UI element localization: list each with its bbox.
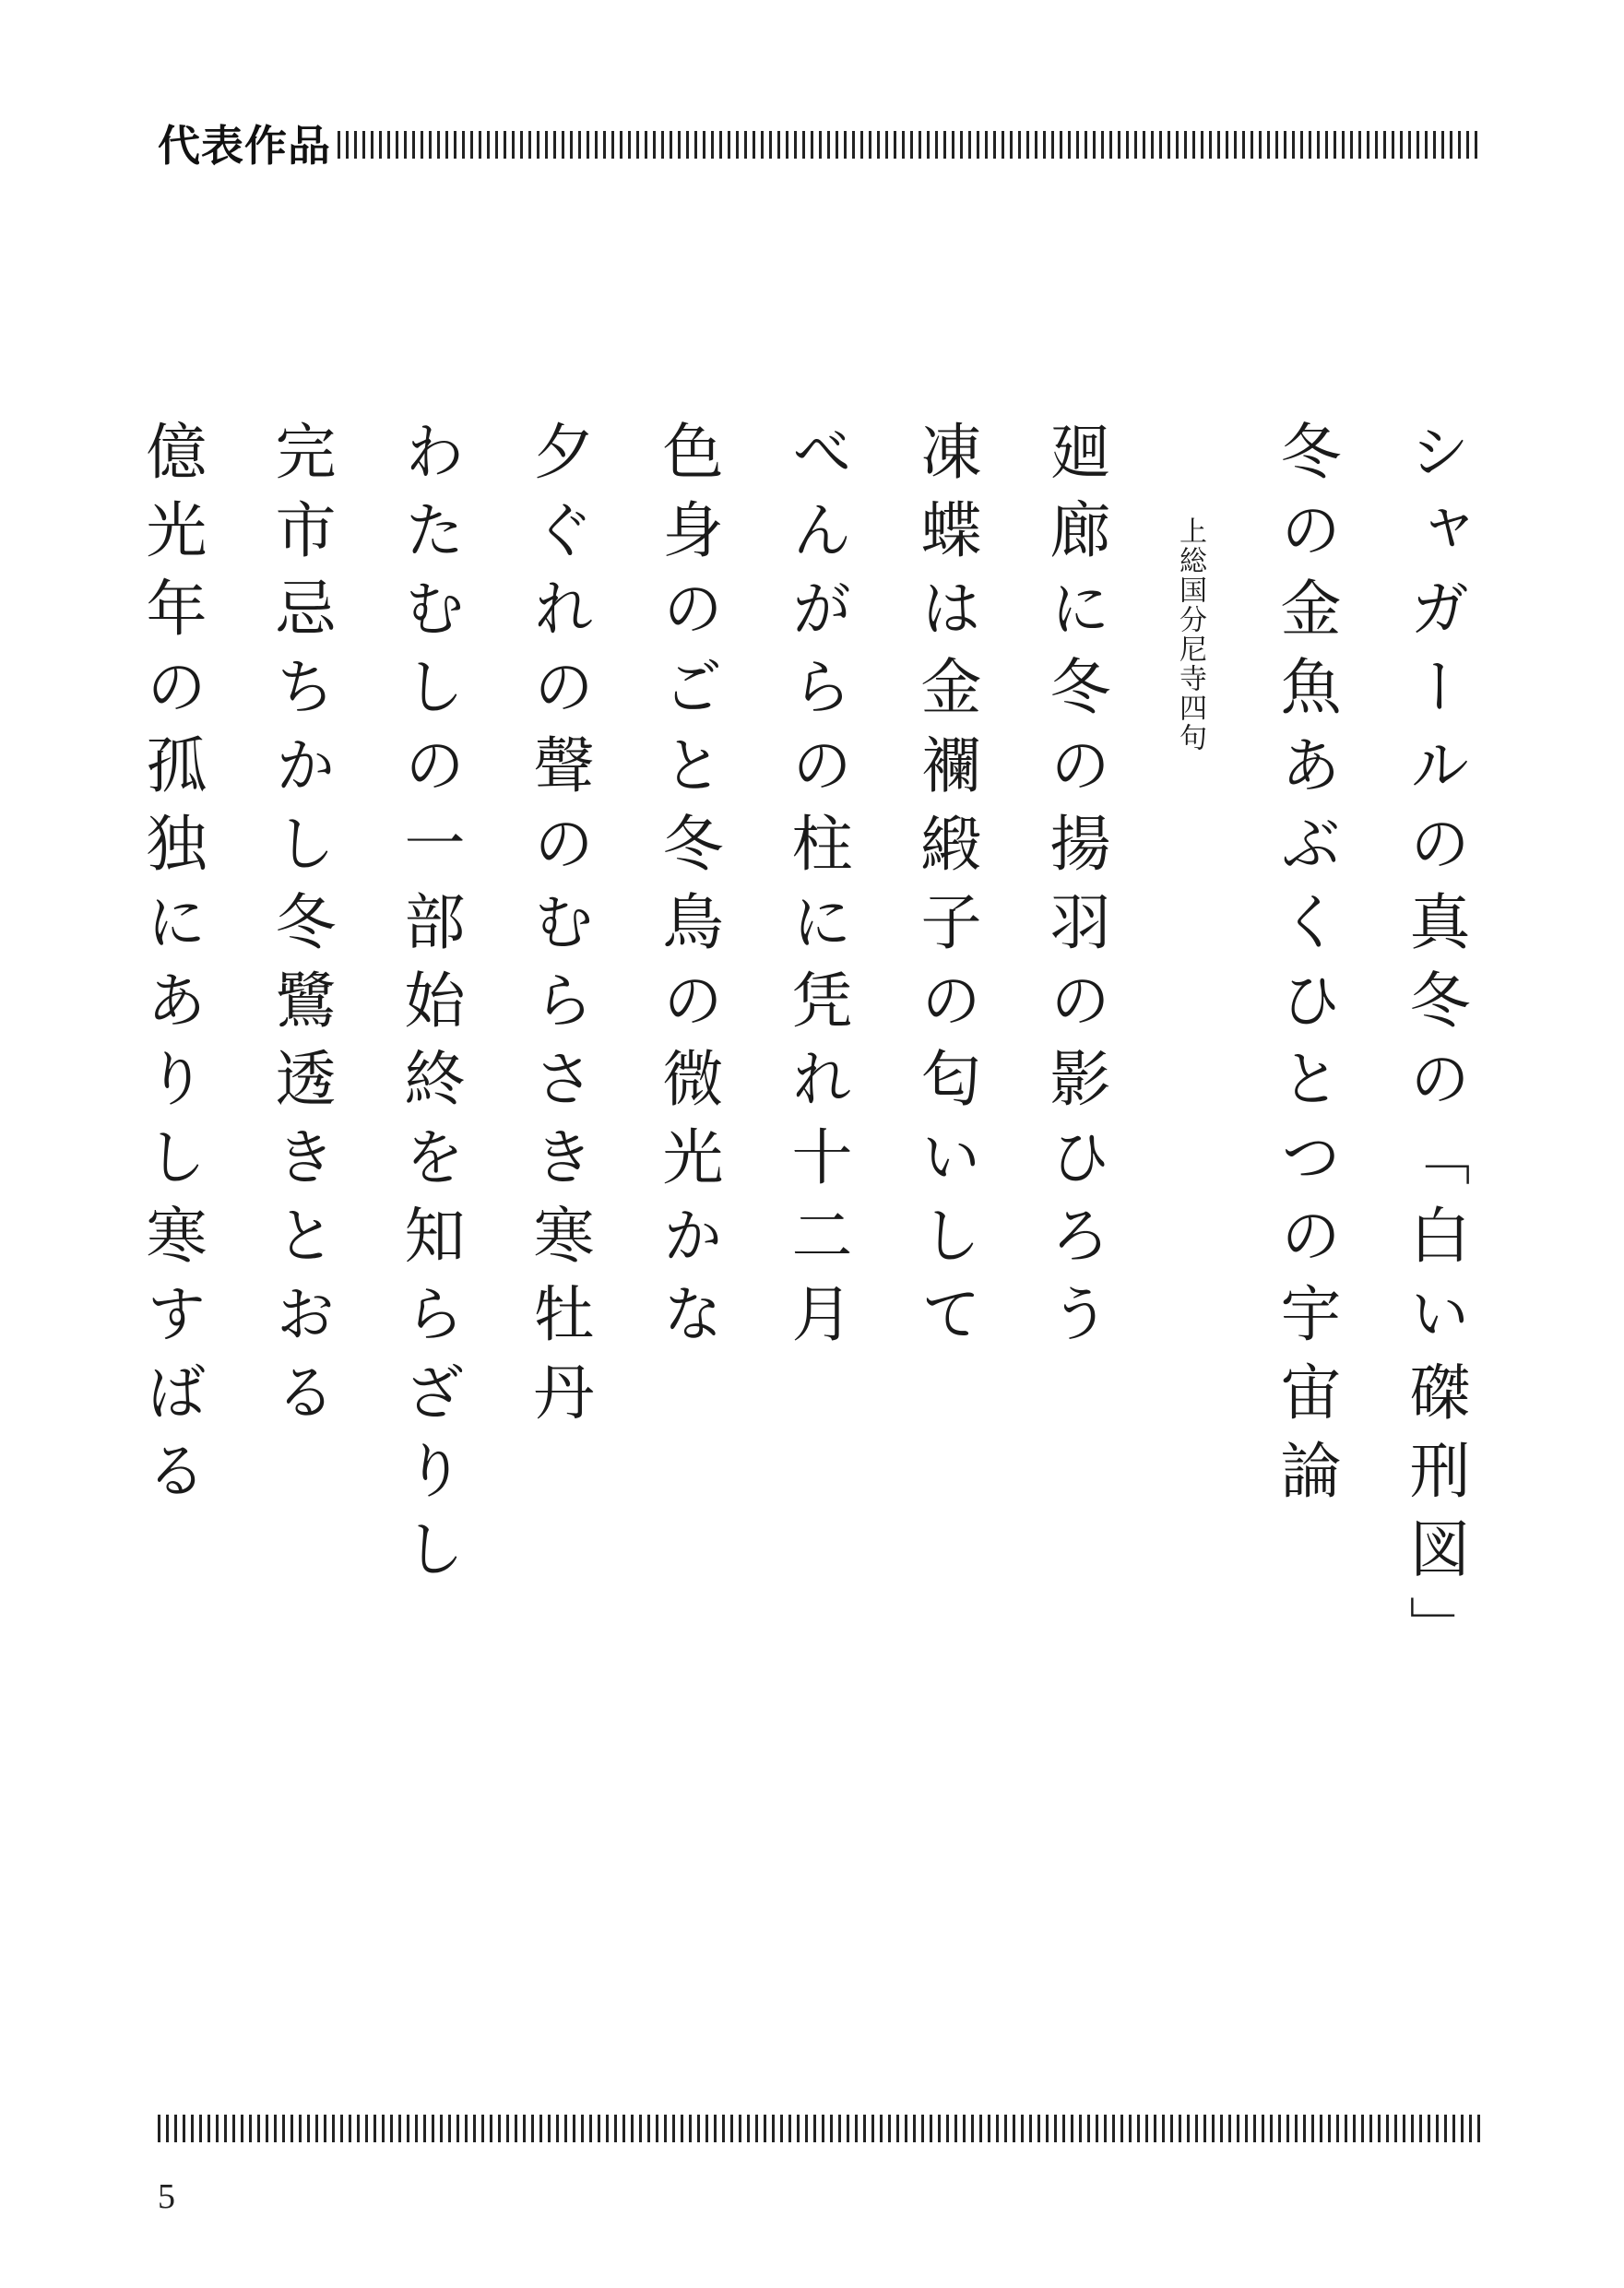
page-number: 5 xyxy=(158,2177,175,2216)
section-title: 代表作品 xyxy=(158,121,331,171)
poem-5: べんがらの柱に凭れ十二月 xyxy=(781,420,852,1360)
poem-1: シャガールの真冬の「白い磔刑図」 xyxy=(1399,420,1470,1674)
poem-8: わたむしの一部始終を知らざりし xyxy=(394,420,465,1595)
poem-2: 冬の金魚あぶくひとつの宇宙論 xyxy=(1270,420,1341,1517)
group-heading: 上総国分尼寺四句 xyxy=(1174,516,1206,753)
footer-ornament-rule xyxy=(158,2115,1481,2142)
poem-4: 凍蝶は金襴緞子の匂いして xyxy=(910,420,981,1360)
poem-6: 色身のごと冬鳥の微光かな xyxy=(652,420,723,1360)
poem-list xyxy=(138,0,1485,2288)
poem-3: 廻廊に冬の揚羽の影ひろう xyxy=(1039,420,1110,1360)
poem-9: 完市忌ちかし冬鷺透きとおる xyxy=(265,420,336,1439)
poem-10: 億光年の孤独にありし寒すばる xyxy=(136,420,207,1517)
poem-7: 夕ぐれの聲のむらさき寒牡丹 xyxy=(523,420,594,1439)
